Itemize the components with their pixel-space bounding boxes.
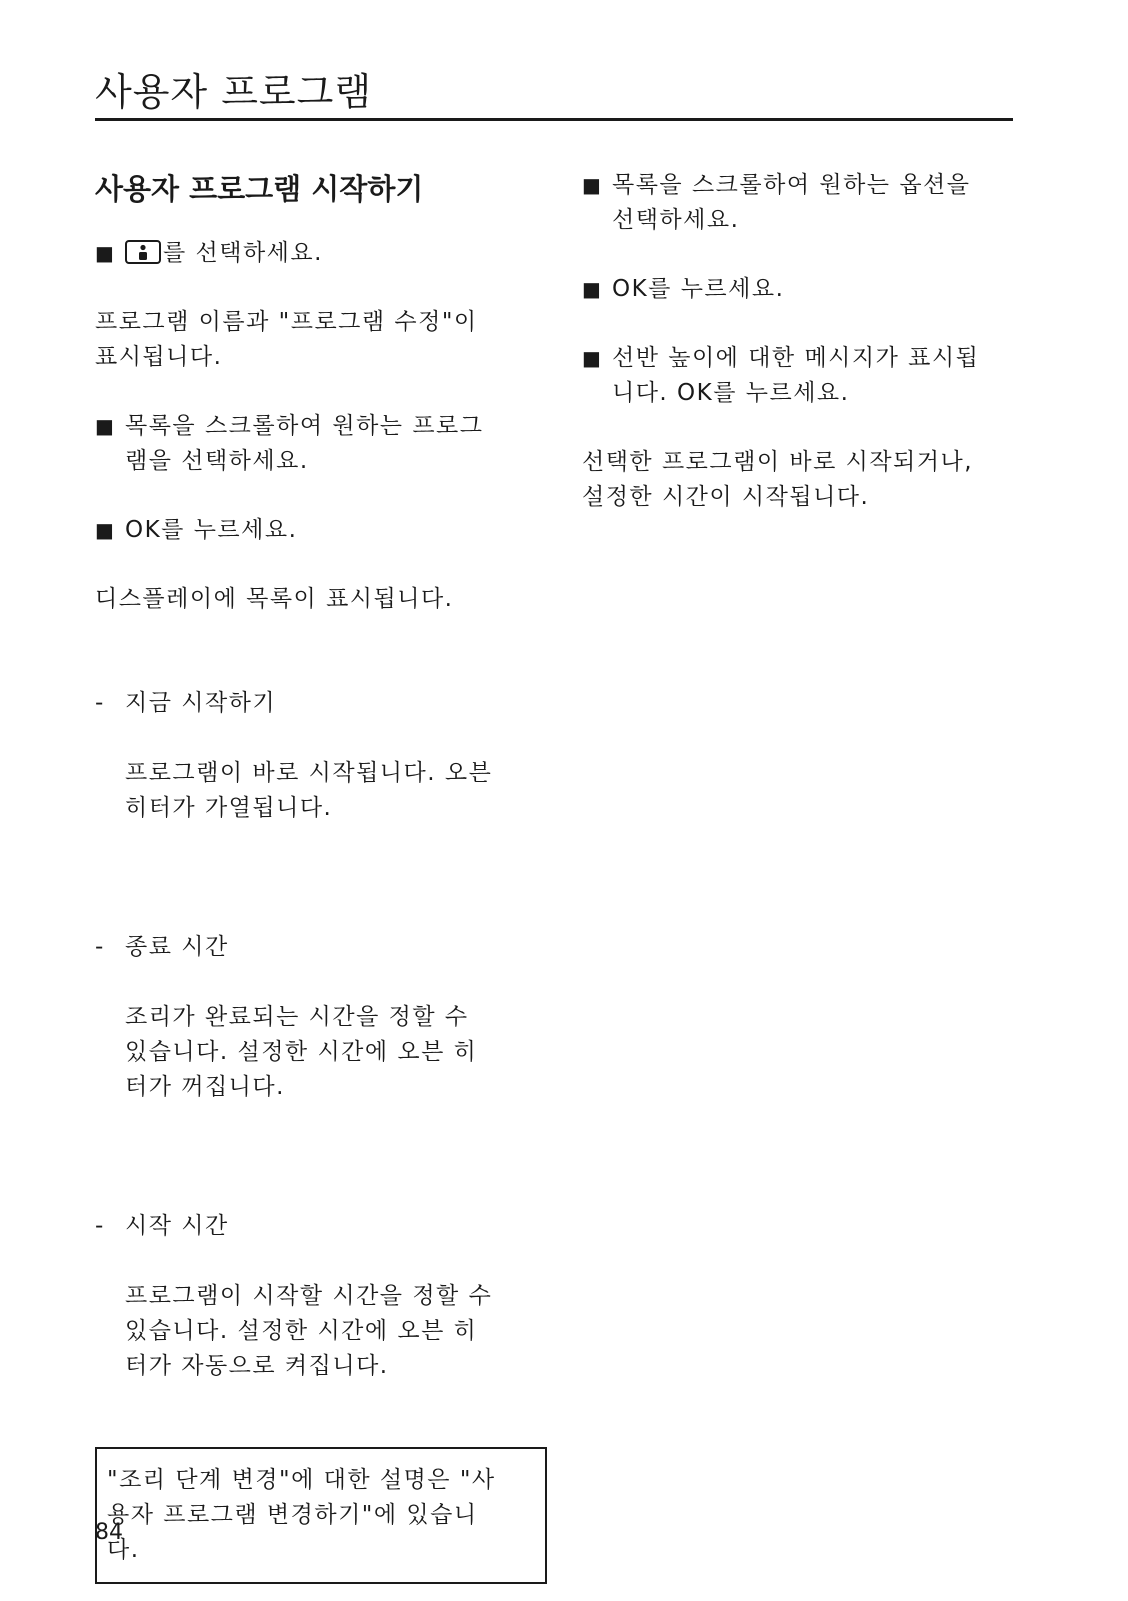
option-start-now bbox=[95, 651, 547, 861]
option-start-time bbox=[95, 1174, 547, 1419]
option-end-time bbox=[95, 895, 547, 1140]
bullet-square-icon: ■ bbox=[95, 414, 116, 438]
step-select-info bbox=[95, 236, 547, 271]
page-number: 84 bbox=[95, 1520, 123, 1545]
option-desc: 프로그램이 바로 시작됩니다. 오븐 히터가 가열됩니다. bbox=[125, 760, 493, 821]
note-box: "조리 단계 변경"에 대한 설명은 "사 용자 프로그램 변경하기"에 있습니 다. bbox=[95, 1447, 547, 1584]
right-column bbox=[582, 168, 1022, 549]
step-scroll-program: ■ 목록을 스크롤하여 원하는 프로그 램을 선택하세요. bbox=[95, 409, 547, 479]
dash-marker: - bbox=[95, 1213, 105, 1239]
para-list-shown: 디스플레이에 목록이 표시됩니다. bbox=[95, 586, 454, 612]
info-person-icon bbox=[125, 240, 161, 264]
bullet-square-icon: ■ bbox=[95, 518, 116, 542]
step-shelf-message: ■ 선반 높이에 대한 메시지가 표시됩 니다. OK를 누르세요. bbox=[582, 341, 1022, 411]
bullet-square-icon: ■ bbox=[582, 346, 603, 370]
page-title: 사용자 프로그램 bbox=[95, 70, 373, 114]
dash-marker: - bbox=[95, 934, 105, 960]
bullet-square-icon: ■ bbox=[95, 241, 116, 265]
step-press-ok: ■ OK를 누르세요. bbox=[582, 272, 1022, 307]
bullet-square-icon: ■ bbox=[582, 277, 603, 301]
option-title: 지금 시작하기 bbox=[125, 690, 277, 716]
option-title: 종료 시간 bbox=[125, 934, 229, 960]
dash-marker: - bbox=[95, 690, 105, 716]
option-desc: 프로그램이 시작할 시간을 정할 수 있습니다. 설정한 시간에 오븐 히 터가 자동으로 켜집니다. bbox=[125, 1283, 493, 1379]
option-title: 시작 시간 bbox=[125, 1213, 229, 1239]
para-program-starts: 선택한 프로그램이 바로 시작되거나, 설정한 시간이 시작됩니다. bbox=[582, 449, 974, 510]
step-press-ok: ■ OK를 누르세요. bbox=[95, 513, 547, 548]
step-select-text: 를 선택하세요. bbox=[163, 240, 323, 266]
para-display-name: 프로그램 이름과 "프로그램 수정"이 표시됩니다. bbox=[95, 309, 478, 370]
option-desc: 조리가 완료되는 시간을 정할 수 있습니다. 설정한 시간에 오븐 히 터가 꺼집니다. bbox=[125, 1004, 478, 1100]
section-heading: 사용자 프로그램 시작하기 bbox=[95, 172, 424, 206]
bullet-square-icon: ■ bbox=[582, 173, 603, 197]
title-divider bbox=[95, 118, 1013, 121]
left-column bbox=[95, 168, 547, 1584]
step-scroll-option: ■ 목록을 스크롤하여 원하는 옵션을 선택하세요. bbox=[582, 168, 1022, 238]
